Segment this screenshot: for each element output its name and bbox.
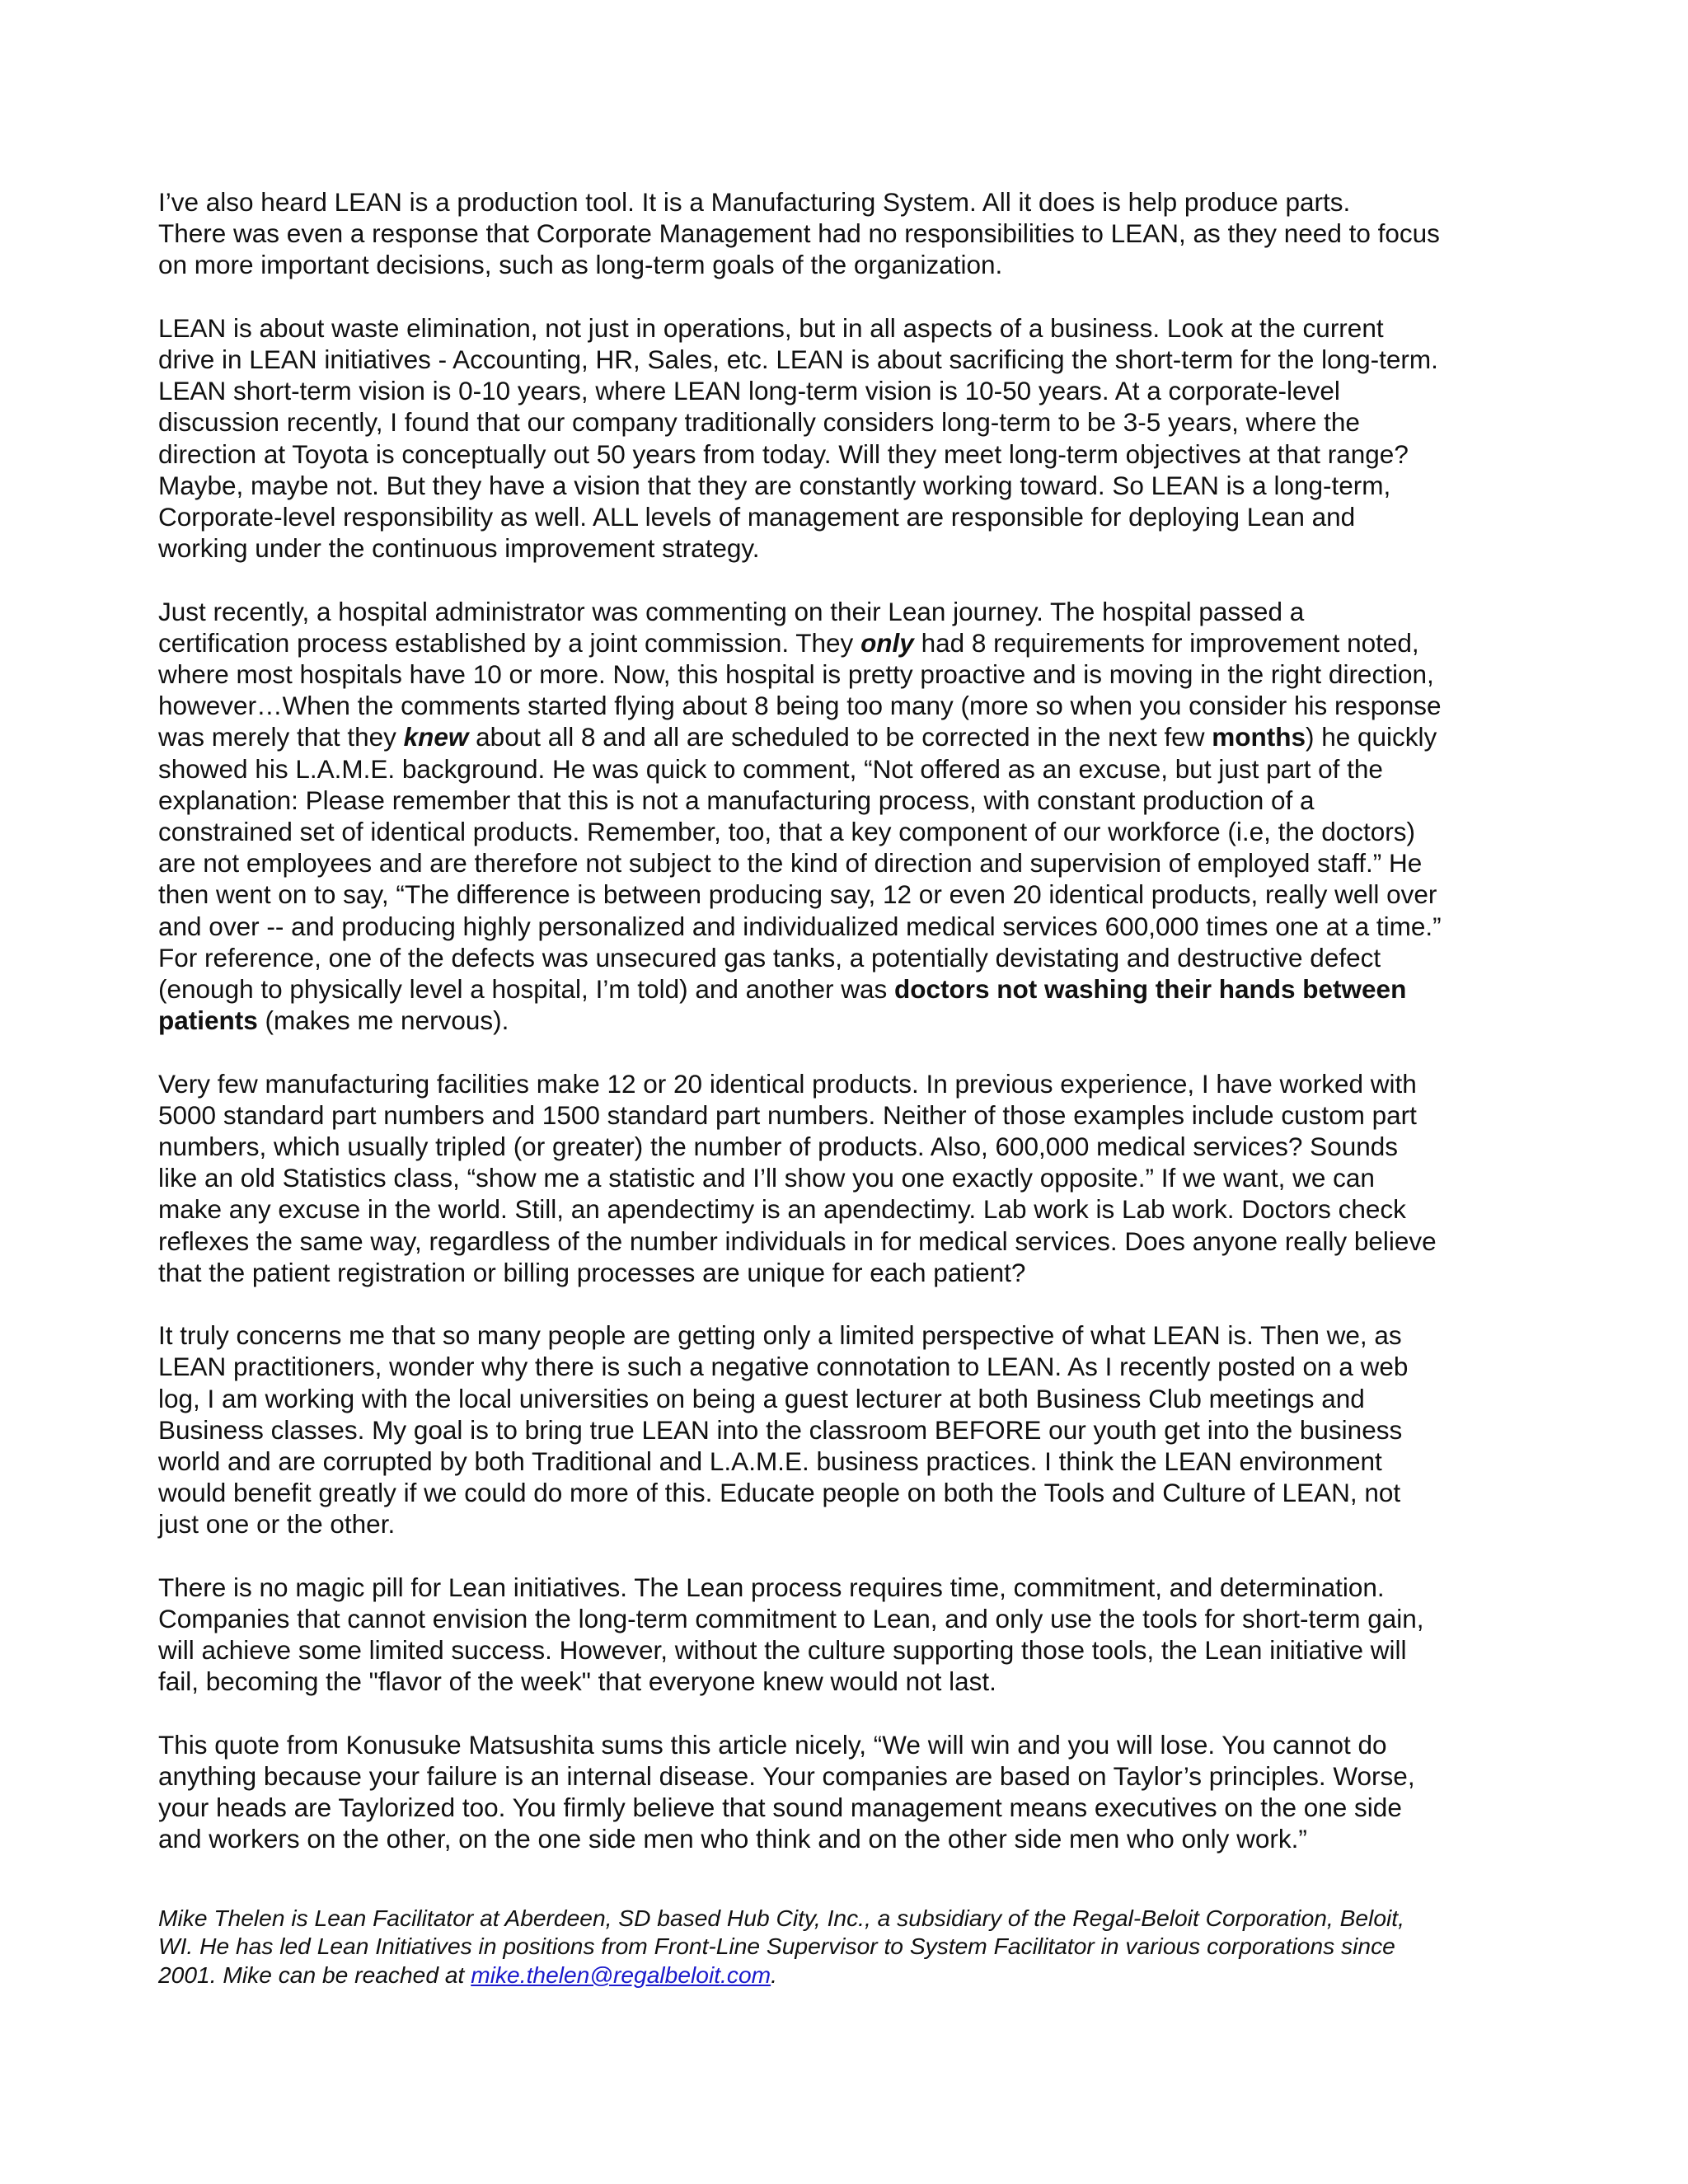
text-run: about all 8 and all are scheduled to be corrected in the next few [468,722,1212,752]
paragraph-hospital-administrator [158,596,1535,1037]
emphasis-months: months [1212,722,1306,752]
author-email-link[interactable]: mike.thelen@regalbeloit.com [471,1961,771,1988]
paragraph-manufacturing-facilities: Very few manufacturing facilities make 12 or 20 identical products. In previous experience, I have worked with 5000 standard part numbers and 1500 standard part numbers. Neither of those examples include custom part numbers, which usually tripled (or greater) the number of products. Also, 600,000 medical services? Sounds like an old Statistics class, “show me a statistic and I’ll show you one exactly opposite.” If we want, we can make any excuse in the world. Still, an apendectimy is an apendectimy. Lab work is Lab work. Doctors check reflexes the same way, regardless of the number individuals in for medical services. Does anyone really believe that the patient registration or billing processes are unique for each patient? [158,1068,1437,1287]
paragraph-production-tool: I’ve also heard LEAN is a production tool. It is a Manufacturing System. All it does is help produce parts. There was even a response that Corporate Management had no responsibilities to LEAN, as they need to focus on more important decisions, such as long-term goals of the organization. [158,187,1440,280]
paragraph-no-magic-pill: There is no magic pill for Lean initiatives. The Lean process requires time, commitment, and determination. Companies that cannot envision the long-term commitment to Lean, and only use the tools for short-term gain, will achieve some limited success. However, without the culture supporting those tools, the Lean initiative will fail, becoming the "flavor of the week" that everyone knew would not last. [158,1572,1424,1697]
article-body [158,186,1535,1886]
bio-end: . [771,1961,777,1988]
paragraph-matsushita-quote: This quote from Konusuke Matsushita sums this article nicely, “We will win and you will lose. You cannot do anything because your failure is an internal disease. Your companies are based on Taylor’s principles. Worse, your heads are Taylorized too. You firmly believe that sound management means executives on the one side and workers on the other, on the one side men who think and on the other side men who only work.” [158,1729,1415,1854]
paragraph-waste-elimination: LEAN is about waste elimination, not just in operations, but in all aspects of a business. Look at the current drive in LEAN initiatives - Accounting, HR, Sales, etc. LEAN is about sacrificing the short-term for the long-term. LEAN short-term vision is 0-10 years, where LEAN long-term vision is 10-50 years. At a corporate-level discussion recently, I found that our company traditionally considers long-term to be 3-5 years, where the direction at Toyota is conceptually out 50 years from today. Will they meet long-term objectives at that range? Maybe, maybe not. But they have a vision that they are constantly working toward. So LEAN is a long-term, Corporate-level responsibility as well. ALL levels of management are responsible for deploying Lean and working under the continuous improvement strategy. [158,312,1438,564]
text-run: had 8 requirements for improvement noted, where most hospitals have 10 or more. Now, this hospital is pretty proactive and is moving in the right direction, however…When the comments started flying about 8 being too many (more so when you consider his response was merely that they [158,627,1442,752]
emphasis-only: only [860,627,914,658]
emphasis-knew: knew [403,722,469,752]
emphasis-doctors-hands: doctors not washing their hands between patients [158,974,1407,1036]
paragraph-limited-perspective: It truly concerns me that so many people are getting only a limited perspective of what LEAN is. Then we, as LEAN practitioners, wonder why there is such a negative connotation to LEAN. As I recently posted on a web log, I am working with the local universities on being a guest lecturer at both Business Club meetings and Business classes. My goal is to bring true LEAN into the classroom BEFORE our youth get into the business world and are corrupted by both Traditional and L.A.M.E. business practices. I think the LEAN environment would benefit greatly if we could do more of this. Educate people on both the Tools and Culture of LEAN, not just one or the other. [158,1320,1409,1540]
text-run: (makes me nervous). [257,1005,509,1036]
text-run: Just recently, a hospital administrator was commenting on their Lean journey. The hospital passed a certification process established by a joint commission. They [158,596,1305,658]
author-bio [158,1904,1535,1989]
text-run: ) he quickly showed his L.A.M.E. background. He was quick to comment, “Not offered as an excuse, but just part of the explanation: Please remember that this is not a manufacturing process, with constant production of a constrained set of identical products. Remember, too, that a key component of our workforce (i.e, the doctors) are not employees and are therefore not subject to the kind of direction and supervision of employed staff.” He then went on to say, “The difference is between producing say, 12 or even 20 identical products, really well over and over -- and producing highly personalized and individualized medical services 600,000 times one at a time.” For reference, one of the defects was unsecured gas tanks, a potentially devistating and destructive defect (enough to physically level a hospital, I’m told) and another was [158,722,1442,1005]
bio-text: Mike Thelen is Lean Facilitator at Aberdeen, SD based Hub City, Inc., a subsidiary of the Regal-Beloit Corporation, Beloit, WI. He has led Lean Initiatives in positions from Front-Line Supervisor to System Facilitator in various corporations since 2001. Mike can be reached at [158,1905,1404,1988]
